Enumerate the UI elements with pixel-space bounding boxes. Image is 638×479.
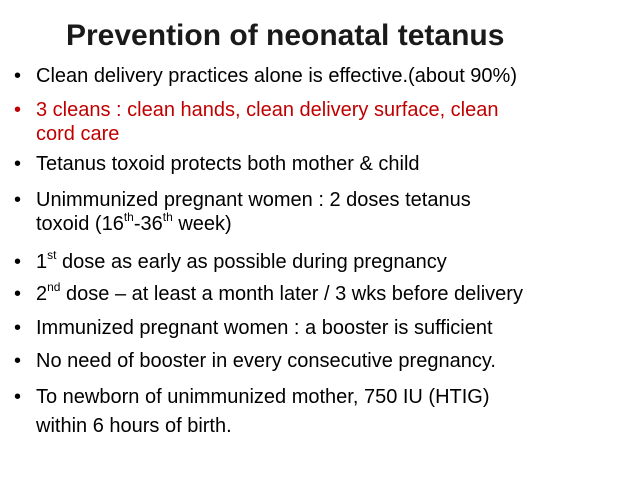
- bullet-dot-icon: •: [14, 251, 22, 273]
- bullet-text: [36, 152, 420, 176]
- bullet-text: [36, 385, 490, 438]
- bullet-line: Unimmunized pregnant women : 2 doses tetanus: [36, 189, 471, 211]
- bullet-line: No need of booster in every consecutive pregnancy.: [36, 350, 496, 372]
- bullet-fragment: dose as early as possible during pregnancy: [56, 251, 447, 273]
- bullet-dot-icon: •: [14, 99, 22, 121]
- bullet-text: [36, 64, 517, 88]
- bullet-text: [36, 188, 471, 236]
- bullet-line: Tetanus toxoid protects both mother & child: [36, 153, 420, 175]
- ordinal-suffix: th: [123, 210, 134, 225]
- bullet-line: To newborn of unimmunized mother, 750 IU (HTIG): [36, 386, 490, 408]
- bullet-line: [36, 250, 447, 274]
- bullet-text: [36, 282, 523, 306]
- bullet-fragment: toxoid (16: [36, 213, 124, 235]
- bullet-text: [36, 349, 496, 373]
- bullet-text: [36, 250, 447, 274]
- bullet-line: [36, 282, 523, 306]
- bullet-dot-icon: •: [14, 65, 22, 87]
- bullet-dot-icon: •: [14, 283, 22, 305]
- bullet-fragment: 2: [36, 283, 48, 305]
- bullet-fragment: week): [172, 213, 232, 235]
- bullet-dot-icon: •: [14, 153, 22, 175]
- bullet-line: within 6 hours of birth.: [36, 415, 232, 437]
- bullet-line: [36, 212, 471, 236]
- ordinal-suffix: st: [47, 248, 57, 263]
- bullet-text: [36, 316, 493, 340]
- bullet-dot-icon: •: [14, 350, 22, 372]
- slide-title: Prevention of neonatal tetanus: [66, 19, 505, 52]
- bullet-dot-icon: •: [14, 386, 22, 408]
- bullet-fragment: dose – at least a month later / 3 wks before delivery: [60, 283, 523, 305]
- bullet-line: Clean delivery practices alone is effective.(about 90%): [36, 65, 517, 87]
- bullet-dot-icon: •: [14, 189, 22, 211]
- bullet-line: 3 cleans : clean hands, clean delivery surface, clean: [36, 99, 499, 121]
- ordinal-suffix: th: [162, 210, 173, 225]
- bullet-fragment: -36: [133, 213, 163, 235]
- bullet-fragment: 1: [36, 251, 48, 273]
- bullet-dot-icon: •: [14, 317, 22, 339]
- ordinal-suffix: nd: [47, 280, 61, 295]
- bullet-line: Immunized pregnant women : a booster is sufficient: [36, 317, 493, 339]
- bullet-line: cord care: [36, 123, 120, 145]
- bullet-text: [36, 98, 499, 146]
